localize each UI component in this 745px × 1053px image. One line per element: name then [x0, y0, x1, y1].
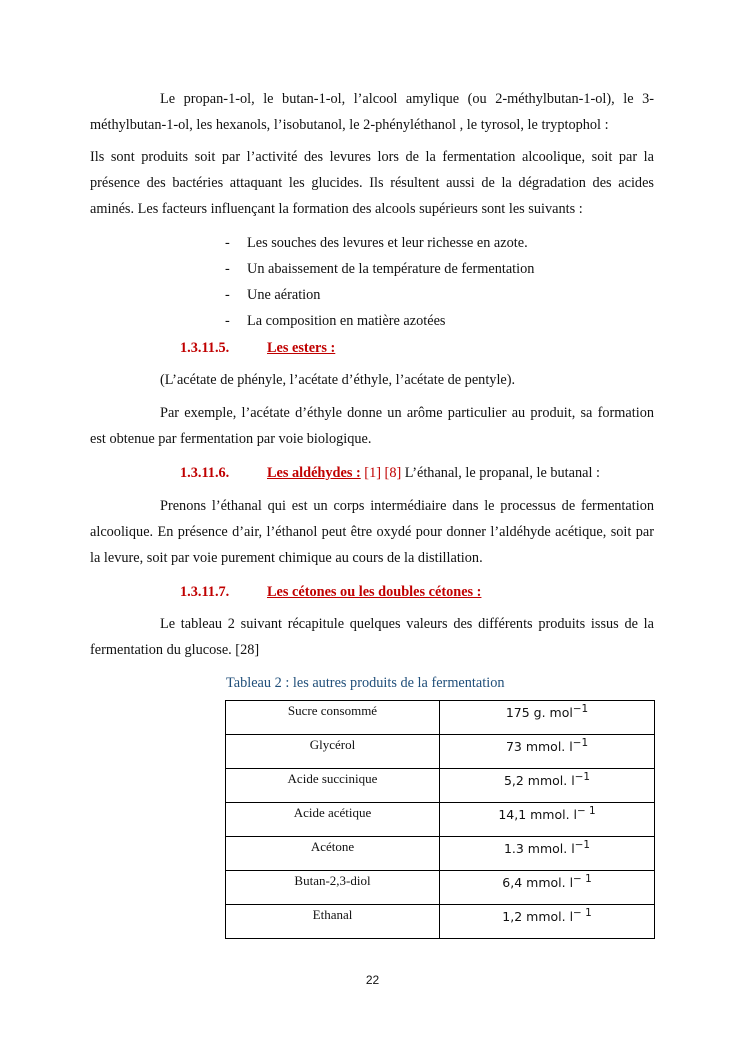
paragraph-alcohols-origin: Ils sont produits soit par l’activité des levures lors de la fermentation alcoolique, soit par la présence des bactéries attaquant les glucides. Ils résultent aussi de la dégradation des acides aminés. Les facteurs influençant la formation des alcools supérieurs sont les suivants :: [90, 149, 654, 217]
product-value-cell: 14,1 mmol. $l^{- 1}$: [440, 803, 655, 837]
paragraph-ethanal: Prenons l’éthanal qui est un corps intermédiaire dans le processus de fermentation alcoolique. En présence d’air, l’éthanol peut être oxydé pour donner l’aldéhyde acétique, soit par la levure, soit par voie purement chimique au cours de la distillation.: [90, 498, 654, 566]
list-item-text: La composition en matière azotées: [247, 313, 446, 329]
table-row: [226, 837, 655, 871]
product-name-cell: Butan-2,3-diol: [226, 871, 440, 905]
product-name-cell: Acide succinique: [226, 769, 440, 803]
fermentation-products-table: [225, 700, 655, 939]
list-item: [225, 308, 534, 334]
paragraph-table-intro: Le tableau 2 suivant récapitule quelques valeurs des différents produits issus de la fermentation du glucose. [28]: [90, 616, 654, 658]
product-name-cell: Ethanal: [226, 905, 440, 939]
section-number: 1.3.11.6.: [180, 465, 230, 481]
table-caption: Tableau 2 : les autres produits de la fermentation: [226, 675, 505, 691]
section-heading-ketones: [180, 582, 481, 602]
product-value-cell: 6,4 mmol. $l^{- 1}$: [440, 871, 655, 905]
citation-refs: [1] [8]: [360, 465, 402, 481]
heading-continuation: L’éthanal, le propanal, le butanal :: [401, 465, 600, 481]
product-value-cell: 175 g. mol$^{-1}$: [440, 701, 655, 735]
list-item: [225, 282, 534, 308]
product-name-cell: Acétone: [226, 837, 440, 871]
paragraph-ethyl-acetate: Par exemple, l’acétate d’éthyle donne un arôme particulier au produit, sa formation est obtenue par fermentation par voie biologique.: [90, 405, 654, 447]
section-title: Les cétones ou les doubles cétones :: [267, 584, 482, 600]
table-row: [226, 905, 655, 939]
table-row: [226, 803, 655, 837]
list-item-text: Un abaissement de la température de fermentation: [247, 261, 535, 277]
factors-list: [225, 230, 534, 334]
product-value-cell: 73 mmol. $l^{-1}$: [440, 735, 655, 769]
product-value-cell: 1,2 mmol. $l^{- 1}$: [440, 905, 655, 939]
table-row: [226, 735, 655, 769]
section-title: Les aldéhydes :: [267, 465, 361, 481]
list-item: [225, 256, 534, 282]
list-item-text: Les souches des levures et leur richesse en azote.: [247, 235, 528, 251]
table-row: [226, 769, 655, 803]
section-heading-esters: [180, 338, 335, 358]
paragraph-esters-examples: (L’acétate de phényle, l’acétate d’éthyle, l’acétate de pentyle).: [160, 372, 516, 388]
section-title: Les esters :: [267, 340, 336, 356]
list-item: [225, 230, 534, 256]
dash-marker: -: [225, 235, 230, 251]
product-value-cell: 5,2 mmol. $l^{-1}$: [440, 769, 655, 803]
section-heading-aldehydes: [180, 463, 600, 483]
table-row: [226, 701, 655, 735]
product-name-cell: Sucre consommé: [226, 701, 440, 735]
product-name-cell: Glycérol: [226, 735, 440, 769]
product-value-cell: 1.3 mmol. $l^{-1}$: [440, 837, 655, 871]
product-name-cell: Acide acétique: [226, 803, 440, 837]
dash-marker: -: [225, 287, 230, 303]
page-number: 22: [365, 973, 380, 987]
section-number: 1.3.11.5.: [180, 340, 230, 356]
paragraph-higher-alcohols-list: Le propan-1-ol, le butan-1-ol, l’alcool amylique (ou 2-méthylbutan-1-ol), le 3-méthylbutan-1-ol, les hexanols, l’isobutanol, le 2-phényléthanol , le tyrosol, le tryptophol :: [90, 91, 654, 133]
dash-marker: -: [225, 261, 230, 277]
section-number: 1.3.11.7.: [180, 584, 230, 600]
dash-marker: -: [225, 313, 230, 329]
list-item-text: Une aération: [247, 287, 321, 303]
table-row: [226, 871, 655, 905]
